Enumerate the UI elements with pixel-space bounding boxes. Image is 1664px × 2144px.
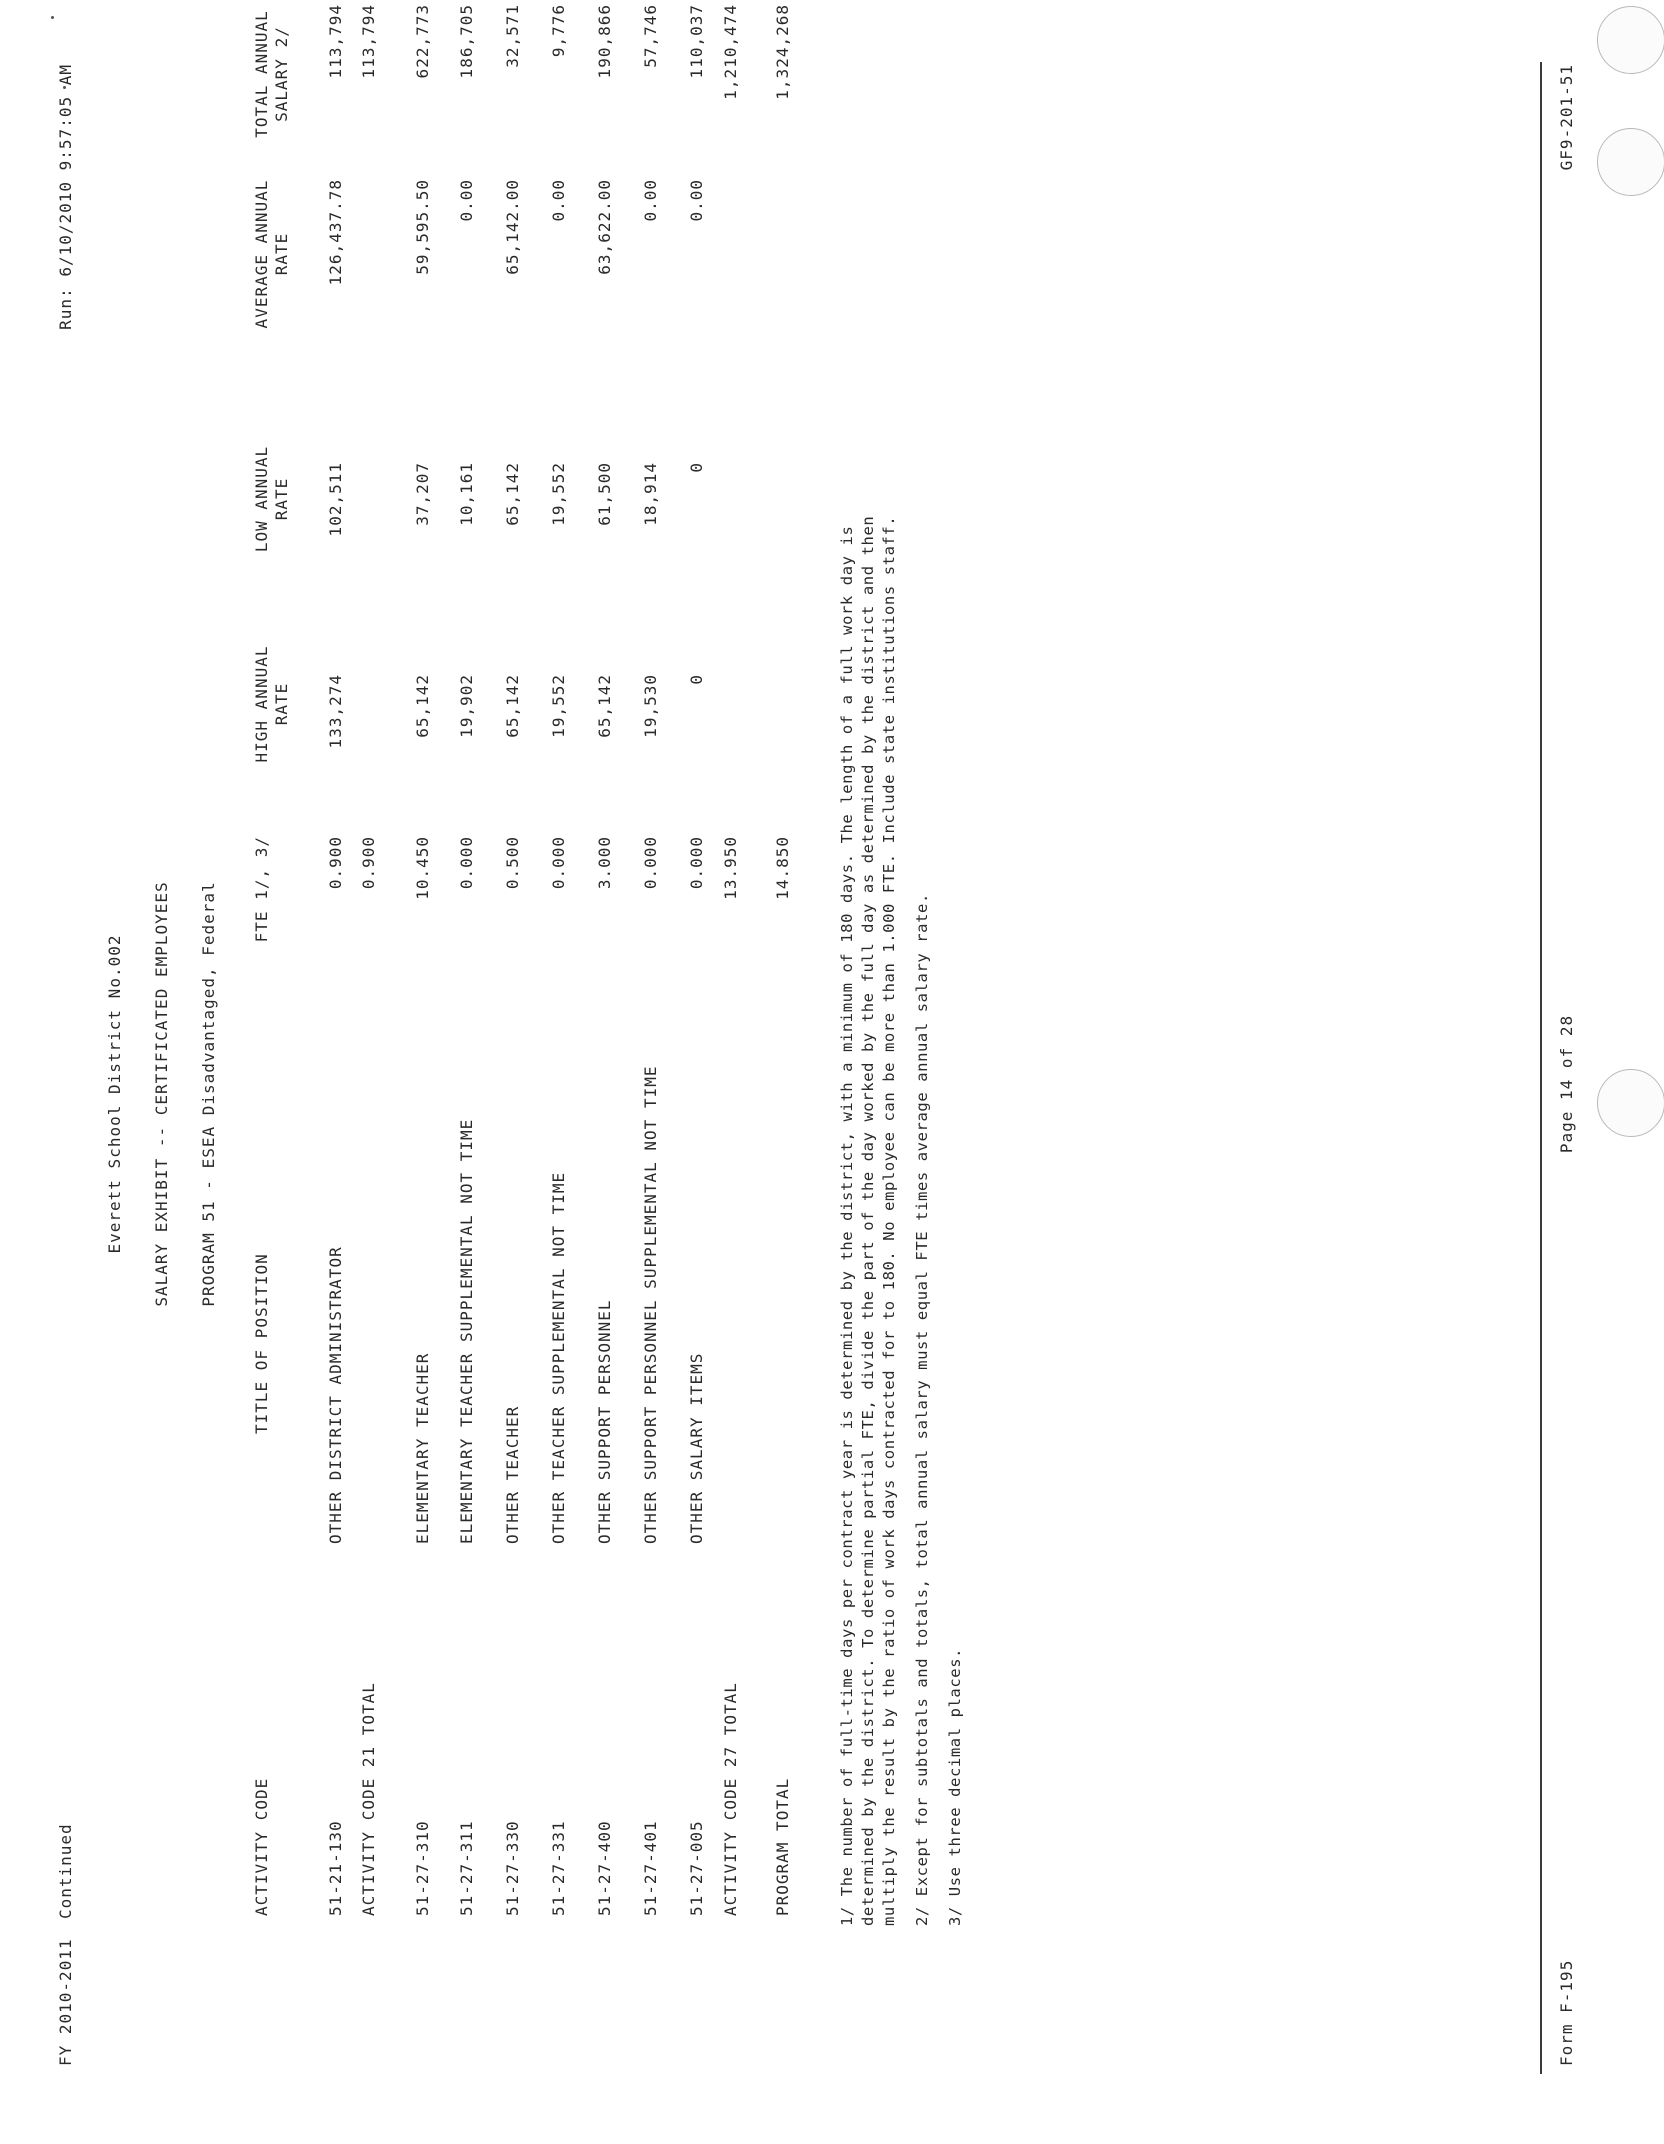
subtotal-total: 1,210,474: [721, 4, 740, 100]
table-row-code: 51-27-310: [413, 1820, 432, 1916]
table-row-high: 65,142: [595, 674, 614, 738]
table-row-code: 51-27-311: [457, 1820, 476, 1916]
continued-label: Continued: [56, 1823, 75, 1919]
table-row-total: 113,794: [326, 4, 345, 79]
col-low-annual: LOW ANNUAL: [252, 445, 271, 553]
table-row-total: 57,746: [641, 4, 660, 68]
col-average-annual: AVERAGE ANNUAL: [252, 179, 271, 329]
table-row-fte: 0.000: [641, 836, 660, 890]
table-row-code: 51-27-400: [595, 1820, 614, 1916]
page-number: Page 14 of 28: [1557, 1014, 1576, 1154]
table-row-code: 51-21-130: [326, 1820, 345, 1916]
table-row-total: 186,705: [457, 4, 476, 79]
table-row-high: 19,902: [457, 674, 476, 738]
table-row-average: 63,622.00: [595, 179, 614, 275]
table-row-total: 32,571: [503, 4, 522, 68]
table-row-total: 622,773: [413, 4, 432, 79]
col-activity-code: ACTIVITY CODE: [252, 1777, 271, 1916]
table-row-code: 51-27-330: [503, 1820, 522, 1916]
table-row-high: 65,142: [503, 674, 522, 738]
stray-mark: [51, 16, 54, 19]
table-row-average: 126,437.78: [326, 179, 345, 286]
table-row-fte: 10.450: [413, 836, 432, 900]
table-row-low: 10,161: [457, 462, 476, 526]
table-row-code: 51-27-331: [549, 1820, 568, 1916]
subtotal-label: ACTIVITY CODE 21 TOTAL: [359, 1682, 378, 1916]
table-row-average: 0.00: [549, 179, 568, 222]
table-row-high: 65,142: [413, 674, 432, 738]
table-row-fte: 0.000: [687, 836, 706, 890]
punch-hole-right: [1597, 128, 1664, 196]
subtotal-fte: 13.950: [721, 836, 740, 900]
table-row-high: 133,274: [326, 674, 345, 749]
table-row-title: ELEMENTARY TEACHER: [413, 1352, 432, 1544]
table-row-fte: 3.000: [595, 836, 614, 890]
col-fte: FTE 1/, 3/: [252, 836, 271, 943]
footnote-1-line-1: 1/ The number of full-time days per contract year is determined by the district, with a minimum of 180 days. The length of a full work day is: [838, 525, 856, 1926]
table-row-low: 65,142: [503, 462, 522, 526]
program-total-total: 1,324,268: [773, 4, 792, 100]
table-row-average: 0.00: [641, 179, 660, 222]
footnote-3: 3/ Use three decimal places.: [946, 1647, 964, 1926]
program-total-label: PROGRAM TOTAL: [773, 1777, 792, 1916]
table-row-high: 0: [687, 674, 706, 685]
table-row-average: 59,595.50: [413, 179, 432, 275]
punch-hole-left: [1597, 6, 1664, 74]
punch-hole-middle: [1597, 1069, 1664, 1137]
col-total-salary: SALARY 2/: [272, 26, 291, 122]
table-row-low: 102,511: [326, 462, 345, 537]
table-row-fte: 0.500: [503, 836, 522, 890]
form-number: Form F-195: [1557, 1959, 1576, 2066]
table-row-title: OTHER SUPPORT PERSONNEL: [595, 1299, 614, 1544]
col-total-annual: TOTAL ANNUAL: [252, 10, 271, 138]
program-title: PROGRAM 51 - ESEA Disadvantaged, Federal: [199, 881, 218, 1307]
table-row-average: 0.00: [687, 179, 706, 222]
col-title-of-position: TITLE OF POSITION: [252, 1253, 271, 1434]
footnote-1-line-3: multiply the result by the ratio of work days contracted for to 180. No employee can be more than 1.000 FTE. Include state institutions staff.: [880, 515, 898, 1926]
subtotal-total: 113,794: [359, 4, 378, 79]
table-row-code: 51-27-401: [641, 1820, 660, 1916]
table-row-low: 37,207: [413, 462, 432, 526]
program-total-fte: 14.850: [773, 836, 792, 900]
col-high-annual: HIGH ANNUAL: [252, 645, 271, 763]
table-row-total: 190,866: [595, 4, 614, 79]
footnote-1-line-2: determined by the district. To determine partial FTE, divide the part of the day worked by the full day as determined by the district and then: [859, 515, 877, 1926]
table-row-total: 110,037: [687, 4, 706, 79]
col-average-rate: RATE: [272, 232, 291, 276]
table-row-average: 65,142.00: [503, 179, 522, 275]
district-name: Everett School District No.002: [105, 934, 124, 1254]
table-row-high: 19,530: [641, 674, 660, 738]
subtotal-fte: 0.900: [359, 836, 378, 890]
col-high-rate: RATE: [272, 682, 291, 726]
table-row-fte: 0.000: [457, 836, 476, 890]
table-row-fte: 0.000: [549, 836, 568, 890]
table-row-title: OTHER DISTRICT ADMINISTRATOR: [326, 1246, 345, 1544]
table-row-high: 19,552: [549, 674, 568, 738]
table-row-title: OTHER TEACHER SUPPLEMENTAL NOT TIME: [549, 1171, 568, 1544]
table-row-title: OTHER TEACHER: [503, 1405, 522, 1544]
table-row-code: 51-27-005: [687, 1820, 706, 1916]
table-row-fte: 0.900: [326, 836, 345, 890]
table-row-low: 61,500: [595, 462, 614, 526]
table-row-total: 9,776: [549, 4, 568, 58]
table-row-title: ELEMENTARY TEACHER SUPPLEMENTAL NOT TIME: [457, 1118, 476, 1544]
col-low-rate: RATE: [272, 477, 291, 521]
fiscal-year: FY 2010-2011: [56, 1938, 75, 2066]
run-timestamp: Run: 6/10/2010 9:57:05 AM: [56, 64, 75, 330]
exhibit-title: SALARY EXHIBIT -- CERTIFICATED EMPLOYEES: [152, 881, 171, 1307]
table-row-low: 18,914: [641, 462, 660, 526]
subtotal-label: ACTIVITY CODE 27 TOTAL: [721, 1682, 740, 1916]
footer-rule: [1540, 62, 1542, 2074]
table-row-title: OTHER SALARY ITEMS: [687, 1352, 706, 1544]
table-row-title: OTHER SUPPORT PERSONNEL SUPPLEMENTAL NOT TIME: [641, 1065, 660, 1544]
table-row-low: 19,552: [549, 462, 568, 526]
table-row-average: 0.00: [457, 179, 476, 222]
report-code: GF9-201-51: [1557, 64, 1576, 171]
table-row-low: 0: [687, 462, 706, 473]
footnote-2: 2/ Except for subtotals and totals, total annual salary must equal FTE times average annual salary rate.: [913, 893, 931, 1926]
